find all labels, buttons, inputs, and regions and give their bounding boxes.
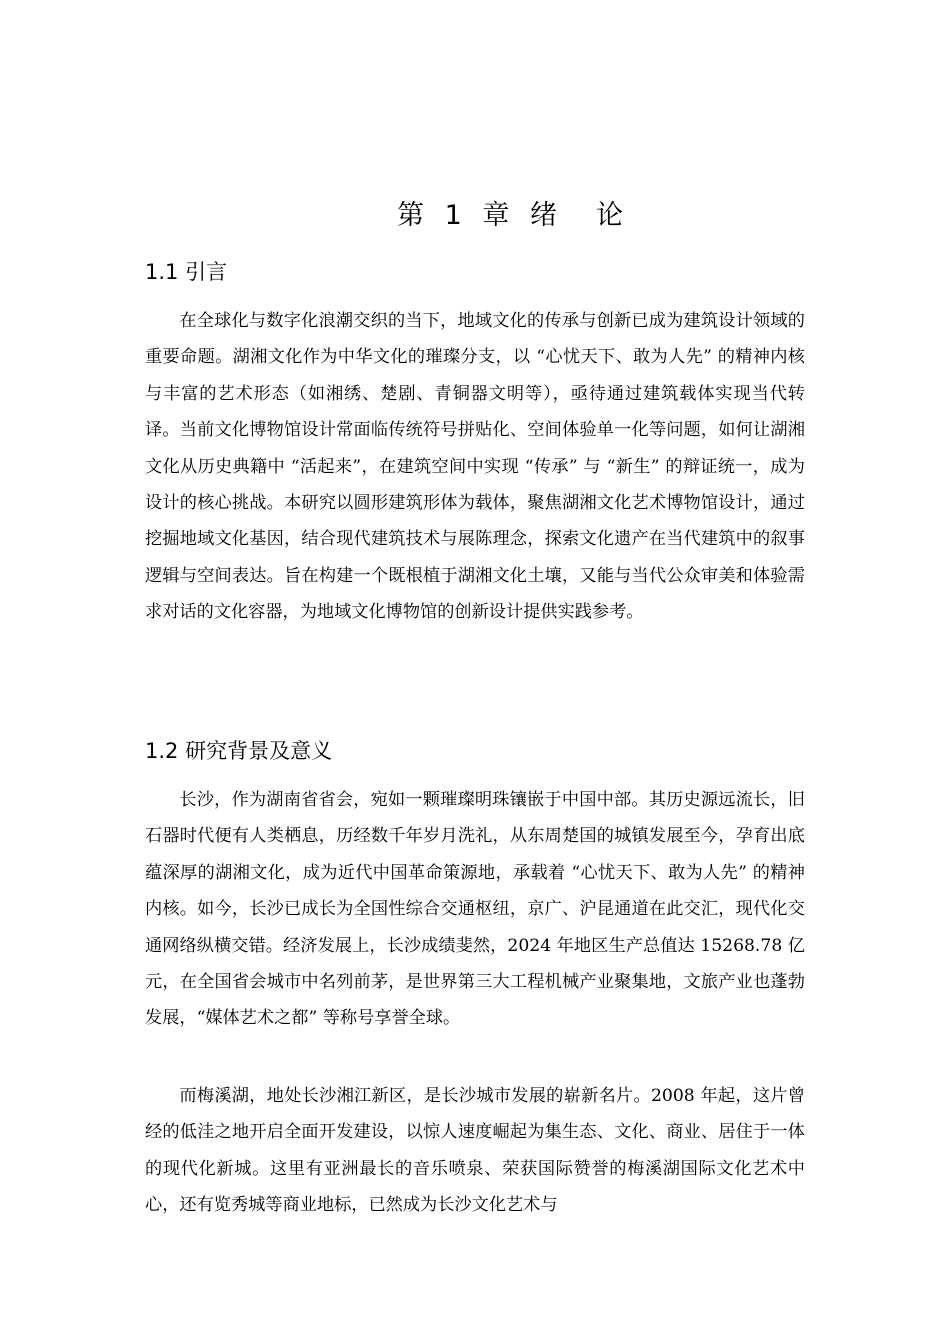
chapter-title: 第 1 章 绪 论 — [397, 200, 629, 231]
paragraph-meixi-lake: 而梅溪湖，地处长沙湘江新区，是长沙城市发展的崭新名片。2008 年起，这片曾经的低洼之地开启全面开发建设，以惊人速度崛起为集生态、文化、商业、居住于一体的现代化新城。这里有亚洲最长的音乐喷泉、荣获国际赞誉的梅溪湖国际文化艺术中心，还有览秀城等商业地标，已然成为长沙文化艺术与 — [145, 1086, 805, 1216]
section-heading-background: 1.2 研究背景及意义 — [145, 739, 333, 763]
section-heading-introduction: 1.1 引言 — [145, 260, 228, 284]
paragraph-changsha: 长沙，作为湖南省省会，宛如一颗璀璨明珠镶嵌于中国中部。其历史源远流长，旧石器时代便有人类栖息，历经数千年岁月洗礼，从东周楚国的城镇发展至今，孕育出底蕴深厚的湖湘文化，成为近代中国革命策源地，承载着 “心忧天下、敢为人先” 的精神内核。如今，长沙已成长为全国性综合交通枢纽，京广、沪昆通道在此交汇，现代化交通网络纵横交错。经济发展上，长沙成绩斐然，2024 年地区生产总值达 15268.78 亿元，在全国省会城市中名列前茅，是世界第三大工程机械产业聚集地，文旅产业也蓬勃发展，“媒体艺术之都” 等称号享誉全球。 — [145, 790, 805, 1029]
paragraph-introduction: 在全球化与数字化浪潮交织的当下，地域文化的传承与创新已成为建筑设计领域的重要命题。湖湘文化作为中华文化的璀璨分支，以 “心忧天下、敢为人先” 的精神内核与丰富的艺术形态（如湘绣、楚剧、青铜器文明等），亟待通过建筑载体实现当代转译。当前文化博物馆设计常面临传统符号拼贴化、空间体验单一化等问题，如何让湖湘文化从历史典籍中 “活起来”，在建筑空间中实现 “传承” 与 “新生” 的辩证统一，成为设计的核心挑战。本研究以圆形建筑形体为载体，聚焦湖湘文化艺术博物馆设计，通过挖掘地域文化基因，结合现代建筑技术与展陈理念，探索文化遗产在当代建筑中的叙事逻辑与空间表达。旨在构建一个既根植于湖湘文化土壤，又能与当代公众审美和体验需求对话的文化容器，为地域文化博物馆的创新设计提供实践参考。 — [145, 311, 805, 623]
